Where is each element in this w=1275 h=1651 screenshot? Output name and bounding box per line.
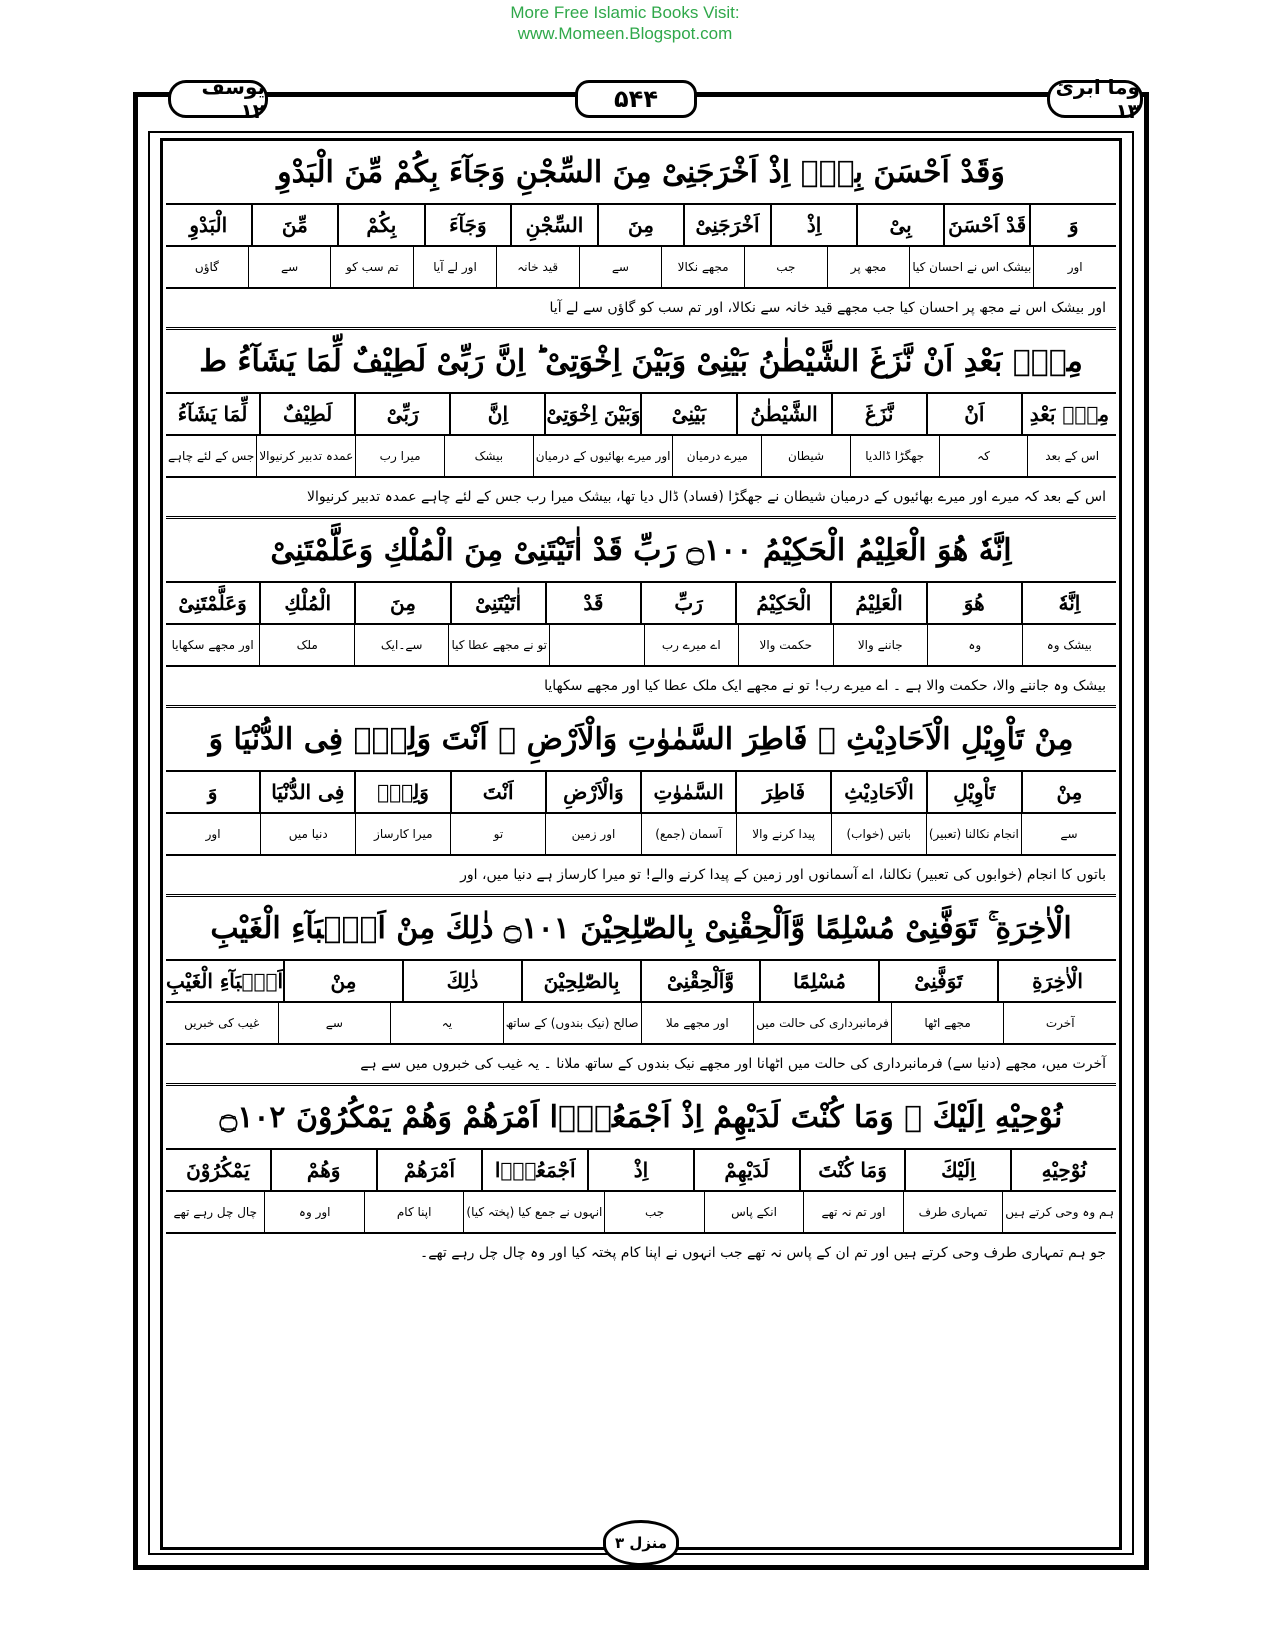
arabic-word: الْمُلْكِ (259, 583, 354, 623)
word-meaning: شیطان (761, 436, 850, 476)
word-meaning: اور مجھے ملا (641, 1003, 754, 1043)
arabic-word: وَلِیّٖ (354, 772, 449, 812)
word-row (166, 583, 1116, 625)
word-meaning: حکمت والا (738, 625, 833, 665)
promo-banner (0, 2, 1250, 44)
arabic-word: اٰتَیْتَنِیْ (450, 583, 545, 623)
word-meaning: اور (205, 827, 221, 841)
arabic-word: وَالْاَرْضِ (545, 772, 640, 812)
word-meaning: اپنا کام (364, 1192, 463, 1232)
word-meaning: اور وہ (264, 1192, 363, 1232)
arabic-word: اِلَیْكَ (904, 1150, 1010, 1190)
arabic-word: اَخْرَجَنِیْ (683, 205, 770, 245)
arabic-word: الْاَحَادِیْثِ (830, 772, 925, 812)
meaning-row (166, 1192, 1116, 1234)
arabic-word: وَمَا كُنْتَ (799, 1150, 905, 1190)
word-meaning: اور مجھے سکھایا (171, 638, 254, 652)
arabic-word: اَجْمَعُوْۤا (481, 1150, 587, 1190)
translation-line: آخرت میں، مجھے (دنیا سے) فرمانبرداری کی حالت میں اٹھانا اور مجھے نیک بندوں کے ساتھ ملانا ۔ یہ غیب کی خبروں میں سے ہے (166, 1045, 1116, 1086)
word-meaning: گاؤں (194, 260, 219, 274)
word-row (166, 772, 1116, 814)
translation-line: بیشک وہ جاننے والا، حکمت والا ہے ۔ اے میرے رب! تو نے مجھے ایک ملک عطا کیا اور مجھے سکھایا (166, 667, 1116, 708)
manzil-label: منزل ۳ (603, 1520, 679, 1566)
arabic-word: بِالصّٰلِحِیْنَ (521, 961, 640, 1001)
word-meaning: آسمان (جمع) (641, 814, 736, 854)
word-meaning: بیشک وہ (1022, 625, 1117, 665)
arabic-word: بَیْنِیْ (640, 394, 735, 434)
arabic-word: قَدْ (545, 583, 640, 623)
arabic-word: الْعَلِیْمُ (830, 583, 925, 623)
promo-link[interactable]: www.Momeen.Blogspot.com (517, 24, 733, 43)
arabic-word: لِّمَا یَشَآءُ (177, 402, 248, 426)
word-meaning: انہوں نے جمع کیا (پختہ کیا) (463, 1192, 604, 1232)
arabic-word: وَبَیْنَ اِخْوَتِیْ (544, 394, 640, 434)
word-row (166, 205, 1116, 247)
translation-line: باتوں کا انجام (خوابوں کی تعبیر) نکالنا، اے آسمانوں اور زمین کے پیدا کرنے والے! تو میرا کارساز ہے دنیا میں، اور (166, 856, 1116, 897)
arabic-word: وَّاَلْحِقْنِیْ (640, 961, 759, 1001)
word-meaning: جھگڑا ڈالدیا (850, 436, 939, 476)
arabic-word: مُسْلِمًا (759, 961, 878, 1001)
arabic-word: وَجَآءَ (424, 205, 511, 245)
arabic-word: فِی الدُّنْیَا (259, 772, 354, 812)
meaning-row (166, 625, 1116, 667)
arabic-word: مِنْ (1021, 772, 1116, 812)
word-meaning: مجھ پر (827, 247, 910, 287)
arabic-word: اَنْ (926, 394, 1021, 434)
word-meaning: چال چل رہے تھے (173, 1205, 258, 1219)
word-meaning: ملک (259, 625, 354, 665)
word-meaning: تو (450, 814, 545, 854)
word-meaning: انجام نکالنا (تعبیر) (926, 814, 1021, 854)
word-meaning: جاننے والا (833, 625, 928, 665)
arabic-word: بِیْ (856, 205, 943, 245)
word-meaning: تو نے مجھے عطا کیا (448, 625, 549, 665)
word-meaning: میرا کارساز (355, 814, 450, 854)
word-meaning: قید خانہ (496, 247, 579, 287)
word-meaning: بیشک (444, 436, 533, 476)
arabic-word: مِنْۢ بَعْدِ (1021, 394, 1116, 434)
word-meaning: مجھے اٹھا (891, 1003, 1004, 1043)
arabic-word: قَدْ اَحْسَنَ (943, 205, 1030, 245)
word-meaning (549, 625, 644, 665)
arabic-word: وَعَلَّمْتَنِیْ (178, 591, 247, 615)
arabic-word: تَاْوِیْلِ (926, 772, 1021, 812)
word-meaning: سے (278, 1003, 391, 1043)
word-meaning: اور (1033, 247, 1116, 287)
word-meaning: فرمانبرداری کی حالت میں (753, 1003, 891, 1043)
word-meaning: غیب کی خبریں (184, 1016, 260, 1030)
arabic-word: مِنَ (354, 583, 449, 623)
arabic-word: اَنْتَ (450, 772, 545, 812)
translation-line: جو ہم تمہاری طرف وحی کرتے ہیں اور تم ان کے پاس نہ تھے جب انہوں نے اپنا کام پختہ کیا اور وہ چال چل رہے تھے۔ (420, 1245, 1106, 1261)
word-meaning: اور لے آیا (413, 247, 496, 287)
word-meaning: یہ (390, 1003, 503, 1043)
arabic-word: بِكُمْ (337, 205, 424, 245)
ayah-line: مِنْ تَاْوِیْلِ الْاَحَادِیْثِ ۚ فَاطِرَ السَّمٰوٰتِ وَالْاَرْضِ ۫ اَنْتَ وَلِیّٖ فِی الدُّنْیَا وَ (166, 708, 1116, 772)
arabic-word: اِذْ (770, 205, 857, 245)
word-meaning: جب (604, 1192, 703, 1232)
arabic-word: اَنْۢبَآءِ الْغَیْبِ (165, 969, 283, 993)
ayah-line: وَقَدْ اَحْسَنَ بِیْۤ اِذْ اَخْرَجَنِیْ مِنَ السِّجْنِ وَجَآءَ بِكُمْ مِّنَ الْبَدْوِ (166, 141, 1116, 205)
word-meaning: آخرت (1003, 1003, 1116, 1043)
word-meaning: تم سب کو (330, 247, 413, 287)
word-meaning: ہم وہ وحی کرتے ہیں (1002, 1192, 1116, 1232)
word-meaning: مجھے نکالا (661, 247, 744, 287)
word-meaning: سے (1021, 814, 1116, 854)
arabic-word: اِنَّهٗ (1021, 583, 1116, 623)
arabic-word: فَاطِرَ (735, 772, 830, 812)
arabic-word: وَ (207, 780, 218, 804)
arabic-word: رَبِّ (640, 583, 735, 623)
promo-line-1: More Free Islamic Books Visit: (510, 3, 740, 22)
word-meaning: میرے درمیان (672, 436, 761, 476)
word-meaning: پیدا کرنے والا (736, 814, 831, 854)
surah-label: یوسف ۱۲ (168, 80, 268, 118)
word-meaning: کہ (939, 436, 1028, 476)
word-meaning: باتیں (خواب) (831, 814, 926, 854)
arabic-word: یَمْكُرُوْنَ (186, 1158, 250, 1182)
arabic-word: الْاٰخِرَةِ (997, 961, 1116, 1001)
word-row (166, 394, 1116, 436)
word-meaning: اور زمین (545, 814, 640, 854)
word-meaning: اور میرے بھائیوں کے درمیان (533, 436, 673, 476)
arabic-word: وَ (1029, 205, 1116, 245)
word-meaning: اور تم نہ تھے (803, 1192, 902, 1232)
arabic-word: السِّجْنِ (510, 205, 597, 245)
arabic-word: الشَّیْطٰنُ (736, 394, 831, 434)
arabic-word: نَّزَغَ (831, 394, 926, 434)
arabic-word: مِنَ (597, 205, 684, 245)
arabic-word: لَدَیْهِمْ (693, 1150, 799, 1190)
arabic-word: اِذْ (587, 1150, 693, 1190)
translation-line: اس کے بعد کہ میرے اور میرے بھائیوں کے درمیان شیطان نے جھگڑا (فساد) ڈال دیا تھا، بیشک میرا رب جس کے لئے چاہے عمدہ تدبیر کرنیوالا (166, 478, 1116, 519)
word-meaning: وہ (927, 625, 1022, 665)
arabic-word: لَطِیْفٌ (259, 394, 354, 434)
word-meaning: انکے پاس (704, 1192, 803, 1232)
arabic-word: السَّمٰوٰتِ (640, 772, 735, 812)
meaning-row (166, 814, 1116, 856)
word-meaning: میرا رب (355, 436, 444, 476)
arabic-word: تَوَفَّنِیْ (878, 961, 997, 1001)
arabic-word: اِنَّ (449, 394, 544, 434)
word-meaning: عمدہ تدبیر کرنیوالا (256, 436, 355, 476)
word-meaning: تمہاری طرف (903, 1192, 1002, 1232)
arabic-word: اَمْرَهُمْ (376, 1150, 482, 1190)
arabic-word: هُوَ (926, 583, 1021, 623)
arabic-word: وَهُمْ (270, 1150, 376, 1190)
word-meaning: اس کے بعد (1027, 436, 1116, 476)
word-row (166, 961, 1116, 1003)
word-meaning: بیشک اس نے احسان کیا (909, 247, 1033, 287)
word-meaning: جس کے لئے چاہے (167, 449, 255, 463)
translation-line: اور بیشک اس نے مجھ پر احسان کیا جب مجھے قید خانہ سے نکالا، اور تم سب کو گاؤں سے لے آیا (166, 289, 1116, 330)
ayah-line: اِنَّهٗ هُوَ الْعَلِیْمُ الْحَكِیْمُ ۝۱۰۰ رَبِّ قَدْ اٰتَیْتَنِیْ مِنَ الْمُلْكِ وَعَلَّمْتَنِیْ (166, 519, 1116, 583)
ayah-line: نُوْحِیْهِ اِلَیْكَ ۚ وَمَا كُنْتَ لَدَیْهِمْ اِذْ اَجْمَعُوْۤا اَمْرَهُمْ وَهُمْ یَمْكُرُوْنَ ۝۱۰۲ (166, 1086, 1116, 1150)
word-meaning: اے میرے رب (644, 625, 739, 665)
arabic-word: الْبَدْوِ (189, 213, 228, 237)
arabic-word: مِّنَ (251, 205, 338, 245)
meaning-row (166, 1003, 1116, 1045)
word-meaning: صالح (نیک بندوں) کے ساتھ (503, 1003, 641, 1043)
word-meaning: جب (744, 247, 827, 287)
arabic-word: ذٰلِكَ (402, 961, 521, 1001)
meaning-row (166, 247, 1116, 289)
word-meaning: سے (248, 247, 331, 287)
arabic-word: الْحَكِیْمُ (735, 583, 830, 623)
arabic-word: رَبِّیْ (354, 394, 449, 434)
word-meaning: سے۔ایک (354, 625, 449, 665)
word-meaning: دنیا میں (260, 814, 355, 854)
meaning-row (166, 436, 1116, 478)
word-meaning: سے (579, 247, 662, 287)
page-number: ۵۴۴ (575, 80, 697, 118)
ayah-line: مِنْۢ بَعْدِ اَنْ نَّزَغَ الشَّیْطٰنُ بَیْنِیْ وَبَیْنَ اِخْوَتِیْ ؕ اِنَّ رَبِّیْ لَطِیْفٌ لِّمَا یَشَآءُ ط (166, 330, 1116, 394)
word-row (166, 1150, 1116, 1192)
quran-content (166, 141, 1116, 1272)
arabic-word: نُوْحِیْهِ (1010, 1150, 1116, 1190)
arabic-word: مِنْ (283, 961, 402, 1001)
para-label: وما ابرئ ۱۳ (1047, 80, 1143, 118)
ayah-line: الْاٰخِرَةِ ۚ تَوَفَّنِیْ مُسْلِمًا وَّاَلْحِقْنِیْ بِالصّٰلِحِیْنَ ۝۱۰۱ ذٰلِكَ مِنْ اَنْۢبَآءِ الْغَیْبِ (166, 897, 1116, 961)
